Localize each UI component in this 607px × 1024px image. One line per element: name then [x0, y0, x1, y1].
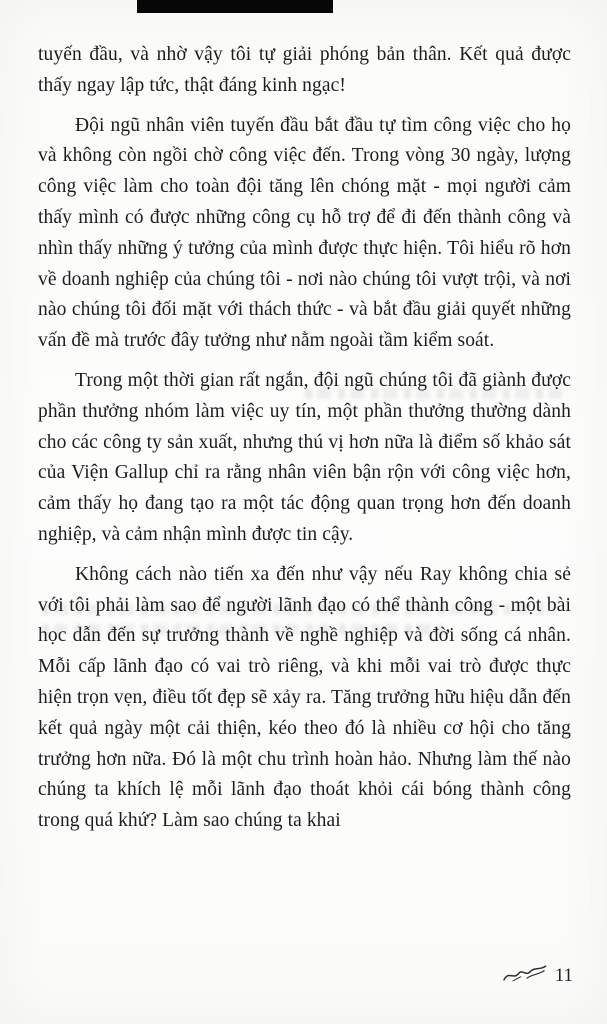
body-paragraph: Không cách nào tiến xa đến như vậy nếu Ray không chia sẻ với tôi phải làm sao để người lãnh đạo có thể thành công - một bài học dẫn đến sự trưởng thành về nghề nghiệp và đời sống cá nhân. Mỗi cấp lãnh đạo có vai trò riêng, và khi mỗi vai trò được thực hiện trọn vẹn, điều tốt đẹp sẽ xảy ra. Tăng trưởng hữu hiệu dẫn đến kết quả ngày một cải thiện, kéo theo đó là nhiều cơ hội cho tăng trưởng hơn nữa. Đó là một chu trình hoàn hảo. Nhưng làm thế nào chúng ta khích lệ mỗi lãnh đạo thoát khỏi cái bóng thành công trong quá khứ? Làm sao chúng ta khai	[38, 563, 571, 832]
page-footer	[502, 963, 573, 988]
body-paragraph: tuyến đầu, và nhờ vậy tôi tự giải phóng bản thân. Kết quả được thấy ngay lập tức, thật đáng kinh ngạc!	[38, 44, 571, 96]
body-text-block	[38, 40, 571, 846]
scan-black-strip	[137, 0, 333, 13]
body-paragraph: Trong một thời gian rất ngắn, đội ngũ chúng tôi đã giành được phần thưởng nhóm làm việc uy tín, một phần thưởng thường dành cho các công ty sản xuất, nhưng thú vị hơn nữa là điểm số khảo sát của Viện Gallup chỉ ra rằng nhân viên bận rộn với công việc hơn, cảm thấy họ đang tạo ra một tác động quan trọng hơn đến doanh nghiệp, và cảm nhận mình được tin cậy.	[38, 369, 571, 545]
page-number: 11	[554, 964, 573, 986]
quill-scribble-icon	[501, 961, 549, 989]
body-paragraph: Đội ngũ nhân viên tuyến đầu bắt đầu tự tìm công việc cho họ và không còn ngồi chờ công việc đến. Trong vòng 30 ngày, lượng công việc làm cho toàn đội tăng lên chóng mặt - mọi người cảm thấy mình có được những công cụ hỗ trợ để đi đến thành công và nhìn thấy những ý tưởng của mình được thực hiện. Tôi hiểu rõ hơn về doanh nghiệp của chúng tôi - nơi nào chúng tôi vượt trội, và nơi nào chúng tôi đối mặt với thách thức - và bắt đầu giải quyết những vấn đề mà trước đây tưởng như nằm ngoài tầm kiểm soát.	[38, 114, 571, 352]
